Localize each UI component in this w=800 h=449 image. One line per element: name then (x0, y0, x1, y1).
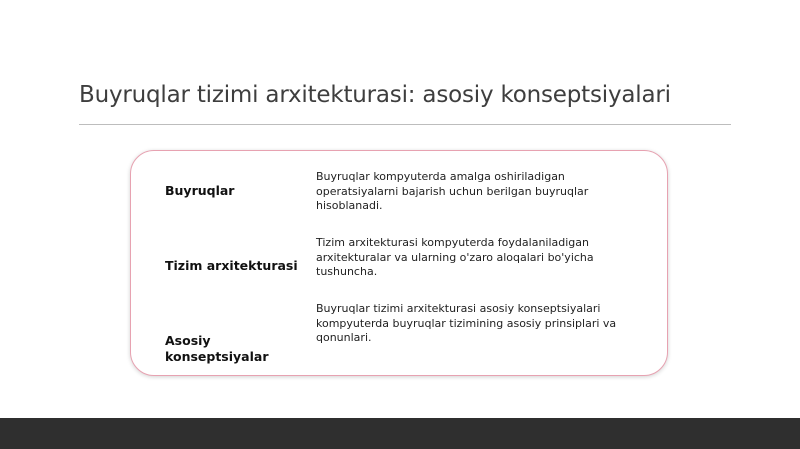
concept-term-core-concepts: Asosiy konseptsiyalar (165, 333, 269, 364)
title-divider (79, 124, 731, 125)
concept-term-commands: Buyruqlar (165, 183, 235, 198)
slide-title: Buyruqlar tizimi arxitekturasi: asosiy konseptsiyalari (79, 82, 671, 108)
concept-description-core-concepts: Buyruqlar tizimi arxitekturasi asosiy konseptsiyalari kompyuterda buyruqlar tizimining asosiy prinsiplari va qonunlari. (316, 302, 617, 344)
concept-description-system-architecture: Tizim arxitekturasi kompyuterda foydalaniladigan arxitekturalar va ularning o'zaro aloqalari bo'yicha tushuncha. (316, 236, 594, 278)
concept-term-system-architecture: Tizim arxitekturasi (165, 258, 298, 273)
footer-bar (0, 418, 800, 449)
concept-description-commands: Buyruqlar kompyuterda amalga oshiriladigan operatsiyalarni bajarish uchun berilgan buyruqlar hisoblanadi. (316, 170, 589, 212)
